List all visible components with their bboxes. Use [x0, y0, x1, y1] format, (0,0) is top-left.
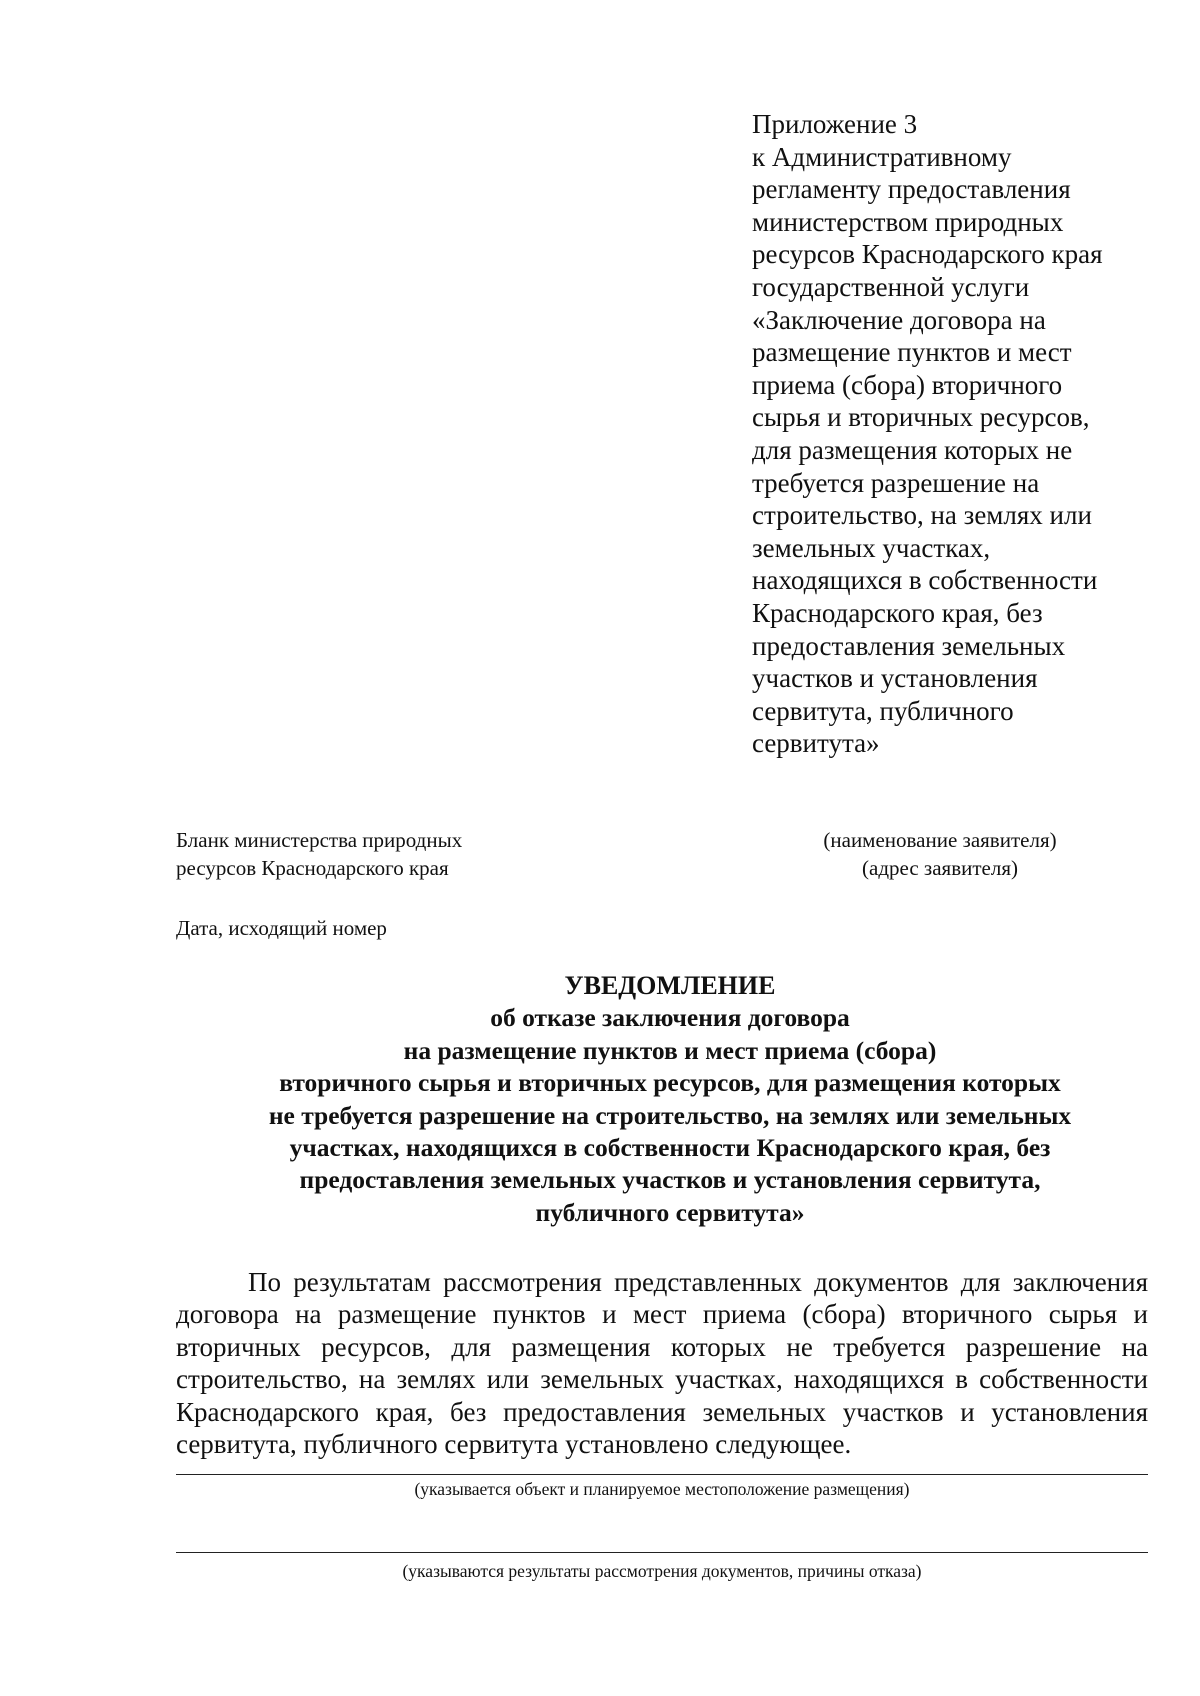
appendix-line: министерством природных: [752, 206, 1064, 237]
notice-subtitle-line: на размещение пунктов и мест приема (сбора): [403, 1035, 937, 1065]
appendix-line: для размещения которых не: [752, 434, 1073, 465]
notice-subtitle-line: вторичного сырья и вторичных ресурсов, для размещения которых: [279, 1068, 1061, 1098]
notice-subtitle-line: не требуется разрешение на строительство, на землях или земельных: [268, 1100, 1072, 1130]
appendix-line: «Заключение договора на: [752, 304, 1046, 335]
appendix-line: Приложение 3: [752, 109, 918, 139]
applicant-address-placeholder: (адрес заявителя): [862, 856, 1018, 880]
notice-subtitle-line: участках, находящихся в собственности Краснодарского края, без: [289, 1133, 1051, 1163]
object-input-line: [176, 1474, 1148, 1475]
appendix-line: ресурсов Краснодарского края: [752, 239, 1103, 270]
appendix-line: приема (сбора) вторичного: [752, 369, 1063, 400]
result-input-line: [176, 1552, 1148, 1553]
appendix-line: размещение пунктов и мест: [752, 337, 1072, 368]
appendix-line: предоставления земельных: [752, 630, 1066, 661]
appendix-line: регламенту предоставления: [752, 174, 1071, 205]
appendix-line: участков и установления: [752, 663, 1038, 694]
notice-subtitle-line: предоставления земельных участков и установления сервитута,: [299, 1165, 1041, 1195]
applicant-block: [780, 826, 1100, 882]
appendix-line: требуется разрешение на: [752, 467, 1040, 498]
letterhead-line: Бланк министерства природных: [176, 828, 463, 852]
appendix-line: к Административному: [752, 141, 1012, 172]
appendix-line: находящихся в собственности: [752, 565, 1098, 596]
appendix-line: сервитута»: [752, 728, 880, 759]
applicant-name-placeholder: (наименование заявителя): [823, 828, 1057, 852]
appendix-line: Краснодарского края, без: [752, 597, 1043, 628]
appendix-reference: [752, 108, 1172, 760]
result-field-caption: (указываются результаты рассмотрения документов, причины отказа): [402, 1561, 922, 1581]
ministry-letterhead: [176, 826, 462, 882]
notice-title: [170, 970, 1170, 1229]
appendix-line: земельных участках,: [752, 532, 991, 563]
appendix-line: государственной услуги: [752, 271, 1030, 302]
notice-subtitle-line: об отказе заключения договора: [490, 1003, 850, 1033]
notice-heading: УВЕДОМЛЕНИЕ: [564, 971, 776, 1000]
letterhead-line: ресурсов Краснодарского края: [176, 856, 449, 880]
appendix-line: сервитута, публичного: [752, 695, 1014, 726]
date-outgoing-number: Дата, исходящий номер: [176, 916, 387, 940]
notice-body-paragraph: По результатам рассмотрения представленных документов для заключения договора на размещение пунктов и мест приема (сбора) вторичного сырья и вторичных ресурсов, для размещения которых не требуется разрешение на строительство, на землях или земельных участках, находящихся в собственности Краснодарского края, без предоставления земельных участков и установления сервитута, публичного сервитута установлено следующее.: [176, 1267, 1148, 1460]
object-field-caption: (указывается объект и планируемое местоположение размещения): [414, 1479, 910, 1499]
appendix-line: строительство, на землях или: [752, 500, 1092, 531]
notice-subtitle-line: публичного сервитута»: [535, 1197, 805, 1227]
appendix-line: сырья и вторичных ресурсов,: [752, 402, 1090, 433]
